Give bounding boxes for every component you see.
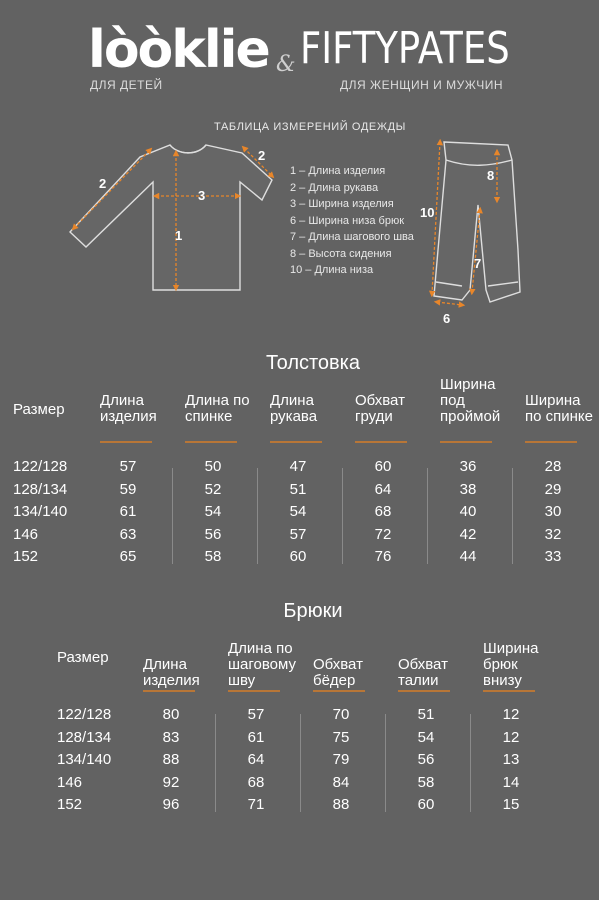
column-separator (215, 714, 216, 812)
column-separator (427, 468, 428, 564)
table-cell: 75 (332, 728, 350, 746)
table-cell: 57 (119, 458, 137, 475)
table-cell: 44 (459, 548, 477, 565)
table-cell: 79 (332, 751, 350, 768)
table-cell: 54 (289, 503, 307, 520)
sweatshirt-outline (70, 145, 272, 290)
header-underline (483, 690, 535, 692)
marker-1: 1 (175, 228, 183, 243)
size-cell: 146 (57, 773, 83, 791)
table-cell: 80 (162, 706, 180, 723)
legend-item: 7 – Длина шагового шва (290, 231, 414, 243)
table-cell: 57 (247, 706, 265, 723)
header-underline (143, 690, 195, 692)
column-header: Длина изделия (143, 656, 200, 689)
table-cell: 72 (374, 525, 392, 543)
column-separator (300, 714, 301, 812)
table-cell: 68 (374, 503, 392, 520)
table-cell: 56 (204, 525, 222, 543)
column-separator (385, 714, 386, 812)
table-cell: 56 (417, 751, 435, 768)
marker-2-right: 2 (258, 148, 266, 163)
table-cell: 70 (332, 706, 350, 723)
table-cell: 12 (502, 728, 520, 746)
size-cell: 128/134 (13, 480, 68, 498)
size-cell: 152 (13, 548, 39, 565)
table-cell: 88 (332, 796, 350, 813)
table-cell: 58 (204, 548, 222, 565)
size-cell: 152 (57, 796, 83, 813)
column-header: Ширина брюк внизу (483, 640, 539, 689)
table-cell: 92 (162, 773, 180, 791)
column-separator (172, 468, 173, 564)
table-cell: 58 (417, 773, 435, 791)
header-underline (185, 441, 237, 443)
legend-item: 2 – Длина рукава (290, 181, 379, 194)
marker-3: 3 (198, 188, 206, 203)
table-cell: 60 (374, 458, 392, 475)
column-separator (470, 714, 471, 812)
table-cell: 96 (162, 796, 180, 813)
table-cell: 60 (289, 548, 307, 565)
table-cell: 38 (459, 480, 477, 498)
marker-7: 7 (474, 256, 482, 271)
table-cell: 88 (162, 751, 180, 768)
column-header: Размер (13, 401, 65, 418)
legend-item: 6 – Ширина низа брюк (290, 214, 405, 227)
table-cell: 61 (247, 728, 265, 746)
looklie-subtitle: ДЛЯ ДЕТЕЙ (90, 78, 163, 92)
fiftypates-subtitle: ДЛЯ ЖЕНЩИН И МУЖЧИН (340, 78, 504, 92)
table-cell: 50 (204, 458, 222, 475)
column-header: Размер (57, 649, 109, 666)
table-cell: 28 (544, 458, 562, 475)
table-cell: 83 (162, 728, 180, 746)
size-cell: 146 (13, 525, 39, 543)
column-header: Ширина по спинке (525, 392, 593, 425)
table-cell: 64 (247, 751, 265, 768)
table-cell: 13 (502, 751, 520, 768)
marker-2-left: 2 (99, 176, 107, 191)
table-cell: 32 (544, 525, 562, 543)
column-header: Обхват талии (398, 656, 448, 689)
pants-outline (434, 142, 520, 302)
table-cell: 47 (289, 458, 307, 475)
size-cell: 134/140 (13, 503, 68, 520)
legend-item: 3 – Ширина изделия (290, 198, 394, 210)
ampersand: & (276, 52, 296, 77)
legend-item: 10 – Длина низа (290, 264, 374, 276)
table-cell: 60 (417, 796, 435, 813)
table-cell: 54 (204, 503, 222, 520)
table-cell: 84 (332, 773, 350, 791)
table-cell: 63 (119, 525, 137, 543)
header-underline (313, 690, 365, 692)
legend-item: 8 – Высота сидения (290, 247, 392, 260)
table-cell: 52 (204, 480, 222, 498)
table-cell: 42 (459, 525, 477, 543)
table-cell: 40 (459, 503, 477, 520)
size-cell: 122/128 (13, 458, 68, 475)
header-underline (355, 441, 407, 443)
table-cell: 65 (119, 548, 137, 565)
marker-10: 10 (420, 205, 435, 220)
column-header: Длина по шаговому шву (228, 640, 296, 689)
fiftypates-logo: FIFTYPATES (300, 23, 510, 74)
table-cell: 71 (247, 796, 265, 813)
table-cell: 76 (374, 548, 392, 565)
column-separator (342, 468, 343, 564)
column-header: Ширина под проймой (440, 376, 501, 425)
table-cell: 59 (119, 480, 137, 498)
column-header: Обхват груди (355, 392, 405, 425)
pants-table-title: Брюки (283, 600, 343, 622)
sweatshirt-table-title: Толстовка (265, 352, 360, 374)
size-cell: 134/140 (57, 751, 112, 768)
table-cell: 36 (459, 458, 477, 475)
table-cell: 54 (417, 728, 435, 746)
table-cell: 30 (544, 503, 562, 520)
marker-6: 6 (443, 311, 451, 326)
table-cell: 15 (502, 796, 520, 813)
table-cell: 51 (417, 706, 435, 723)
table-cell: 14 (502, 773, 520, 791)
table-cell: 12 (502, 706, 520, 723)
column-header: Длина рукава (270, 392, 318, 425)
measurement-diagram-title: ТАБЛИЦА ИЗМЕРЕНИЙ ОДЕЖДЫ (214, 121, 406, 133)
header-underline (270, 441, 322, 443)
header-underline (440, 441, 492, 443)
header-underline (228, 690, 280, 692)
looklie-logo: lòòklie (88, 20, 269, 80)
legend-item: 1 – Длина изделия (290, 165, 386, 177)
header-underline (100, 441, 152, 443)
column-header: Длина по спинке (185, 392, 250, 425)
size-cell: 128/134 (57, 728, 112, 746)
size-cell: 122/128 (57, 706, 112, 723)
table-cell: 64 (374, 480, 392, 498)
header-underline (398, 690, 450, 692)
column-header: Обхват бёдер (313, 656, 363, 689)
table-cell: 33 (544, 548, 562, 565)
table-cell: 61 (119, 503, 137, 520)
column-separator (512, 468, 513, 564)
table-cell: 29 (544, 480, 562, 498)
marker-8: 8 (487, 168, 495, 183)
column-header: Длина изделия (100, 392, 157, 425)
table-cell: 68 (247, 773, 265, 791)
header-underline (525, 441, 577, 443)
table-cell: 57 (289, 525, 307, 543)
table-cell: 51 (289, 480, 307, 498)
measurement-legend (290, 163, 414, 279)
column-separator (257, 468, 258, 564)
